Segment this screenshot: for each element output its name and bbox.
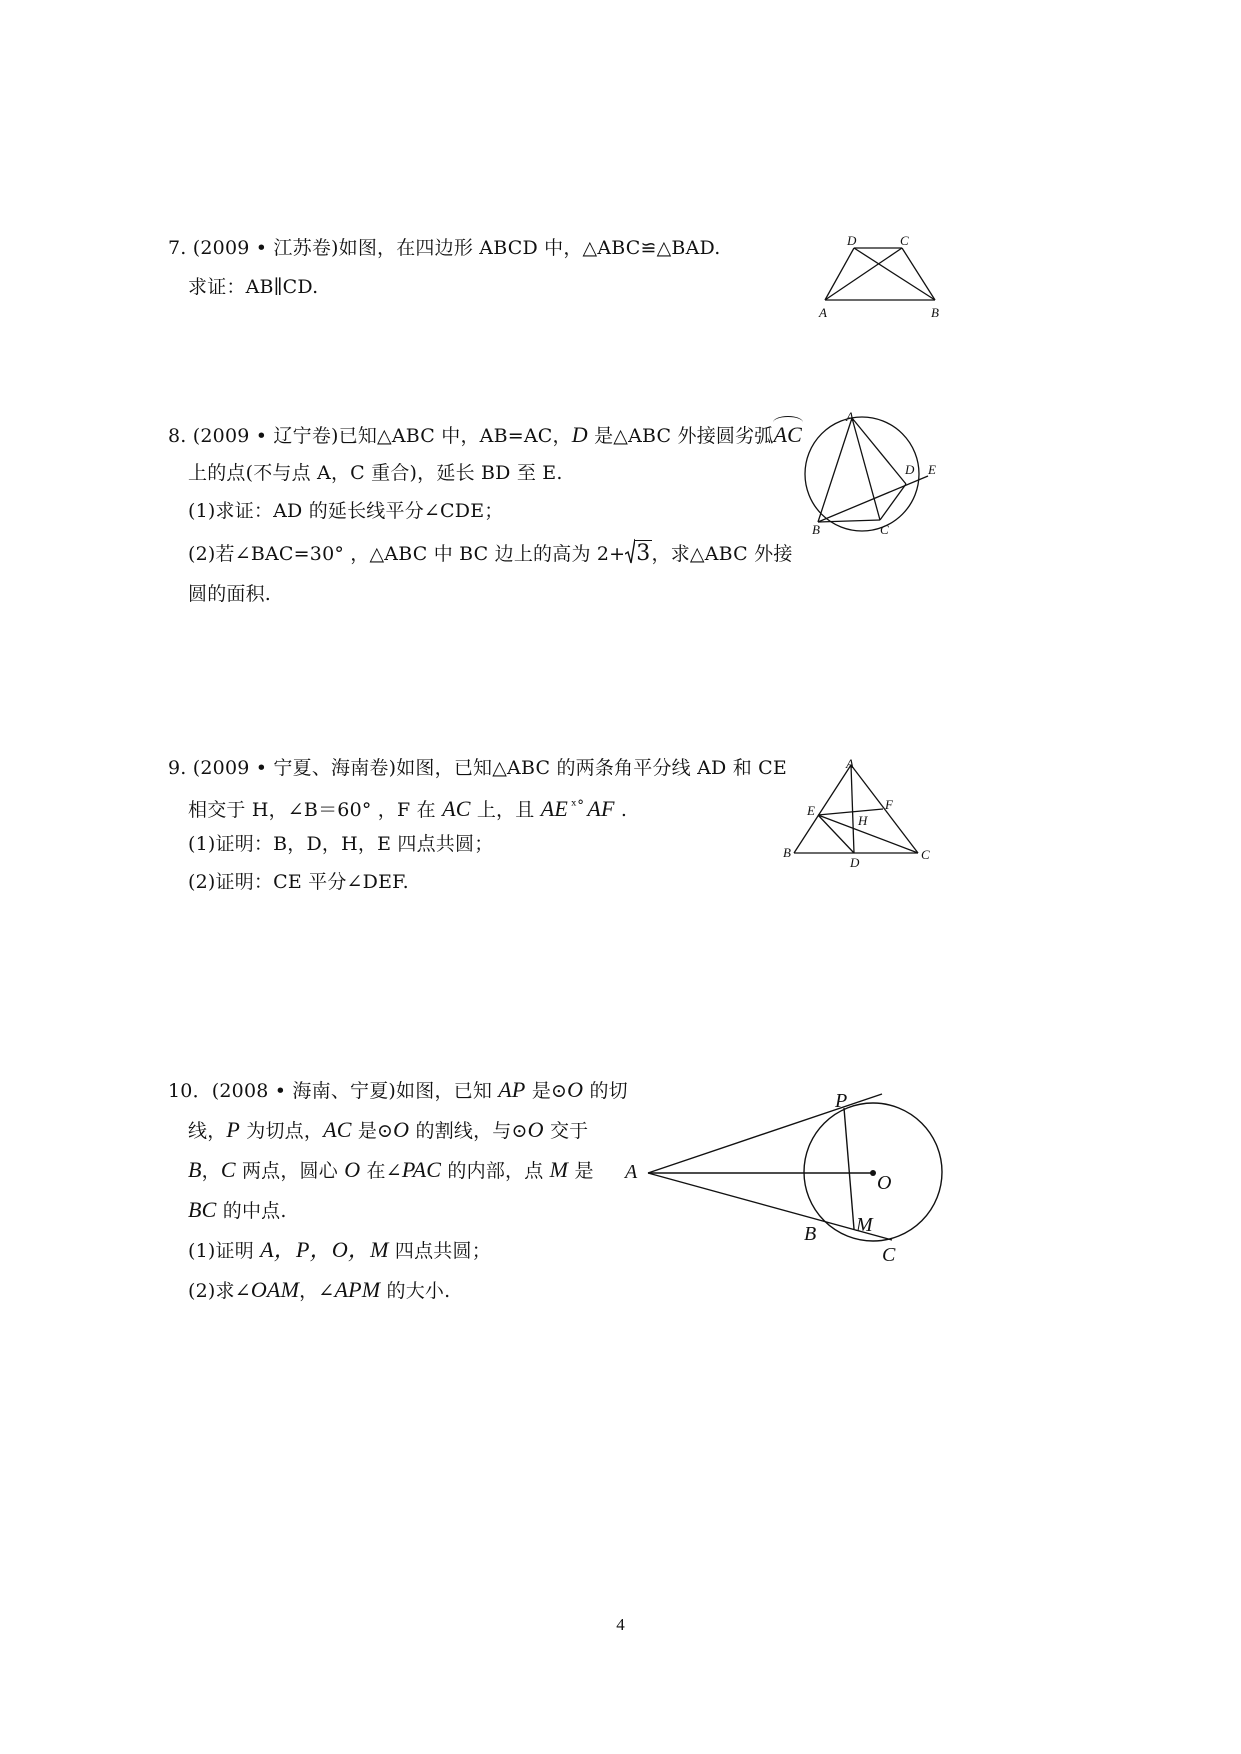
- var-apm: APM: [334, 1277, 381, 1302]
- text: 四点共圆；: [388, 1240, 491, 1262]
- var-p: P: [226, 1117, 241, 1142]
- var-oam: OAM: [250, 1277, 300, 1302]
- problem-10-line-4: [188, 1198, 287, 1223]
- figure-problem-9: [780, 755, 940, 870]
- text: 是⊙: [525, 1080, 568, 1102]
- problem-10-line-1: [168, 1078, 628, 1103]
- text: (2)求∠: [188, 1280, 251, 1302]
- label-b: B: [812, 522, 820, 537]
- label-a: A: [625, 1161, 638, 1183]
- label-o: O: [877, 1172, 892, 1194]
- label-c: C: [882, 1244, 896, 1266]
- figure-problem-10: [620, 1085, 950, 1265]
- var-o: O: [527, 1117, 544, 1142]
- text: 8. (2009 • 辽宁卷)已知△ABC 中，AB=AC，: [168, 425, 572, 447]
- var-o: O: [344, 1157, 361, 1182]
- var-af: AF: [587, 796, 615, 821]
- label-d: D: [847, 233, 857, 248]
- label-m: M: [856, 1214, 873, 1236]
- var-ac: AC: [323, 1117, 352, 1142]
- text: 是: [568, 1160, 594, 1182]
- text: ，∠: [299, 1280, 335, 1302]
- label-b: B: [783, 845, 791, 860]
- text: 交于: [543, 1120, 589, 1142]
- var-ap: AP: [498, 1077, 526, 1102]
- var-m: M: [549, 1157, 569, 1182]
- text: 的内部，点: [441, 1160, 550, 1182]
- var-bc: BC: [188, 1197, 217, 1222]
- problem-10-line-5: [188, 1238, 491, 1263]
- text: .: [614, 799, 628, 821]
- var-ae: AE: [540, 796, 568, 821]
- text: 的割线，与⊙: [409, 1120, 528, 1142]
- label-h: H: [858, 813, 868, 828]
- problem-9-line-3: (1)证明：B，D，H，E 四点共圆；: [188, 833, 494, 855]
- label-a: A: [846, 756, 854, 771]
- problem-10-line-2: [188, 1118, 588, 1143]
- label-e: E: [807, 803, 815, 818]
- text: 线，: [188, 1120, 227, 1142]
- text: (1)证明: [188, 1240, 261, 1262]
- label-d: D: [905, 462, 915, 477]
- label-p: P: [835, 1090, 848, 1112]
- problem-10-line-3: [188, 1158, 594, 1183]
- text: 是△ABC 外接圆劣弧: [587, 425, 774, 447]
- text: 是⊙: [351, 1120, 394, 1142]
- figure-problem-7: [810, 230, 950, 325]
- label-c: C: [921, 847, 930, 862]
- radicand: 3: [636, 541, 651, 566]
- label-a: A: [819, 305, 827, 320]
- var-o: O: [567, 1077, 584, 1102]
- relation-symbol: ˣ°: [570, 798, 585, 814]
- var-b: B: [188, 1157, 202, 1182]
- text: 10．(2008 • 海南、宁夏)如图，已知: [168, 1080, 499, 1102]
- page-number: 4: [616, 1615, 625, 1634]
- problem-7-line-2: 求证：AB∥CD.: [188, 276, 319, 298]
- text: 的中点.: [216, 1200, 287, 1222]
- var-c: C: [220, 1157, 236, 1182]
- figure-problem-8: [790, 410, 950, 540]
- text: 上，且: [470, 799, 541, 821]
- problem-8-line-3: (1)求证：AD 的延长线平分∠CDE；: [188, 500, 504, 522]
- problem-8-line-1: [168, 423, 802, 448]
- label-c: C: [900, 233, 909, 248]
- label-f: F: [885, 797, 893, 812]
- text: ，: [201, 1160, 221, 1182]
- text: 的切: [583, 1080, 628, 1102]
- label-c: C: [880, 522, 889, 537]
- problem-8-line-5: 圆的面积.: [188, 583, 272, 605]
- arc-ac: AC: [773, 422, 803, 447]
- problem-9-line-2: [188, 794, 627, 822]
- text: (2)若∠BAC=30° ，△ABC 中 BC 边上的高为 2+: [188, 543, 626, 565]
- var-pac: PAC: [401, 1157, 442, 1182]
- var-ac: AC: [442, 796, 471, 821]
- label-b: B: [931, 305, 939, 320]
- text: ，求△ABC 外接: [651, 543, 793, 565]
- problem-10-line-6: [188, 1278, 450, 1303]
- text: 为切点，: [240, 1120, 324, 1142]
- problem-7-line-1: 7. (2009 • 江苏卷)如图，在四边形 ABCD 中，△ABC≌△BAD.: [168, 237, 721, 259]
- label-a: A: [846, 409, 854, 424]
- label-e: E: [928, 462, 936, 477]
- problem-8-line-4: [188, 542, 793, 566]
- problem-9-line-4: (2)证明：CE 平分∠DEF.: [188, 871, 409, 893]
- text: 在∠: [360, 1160, 402, 1182]
- problem-8-line-2: 上的点(不与点 A，C 重合)，延长 BD 至 E.: [188, 462, 563, 484]
- problem-9-line-1: 9. (2009 • 宁夏、海南卷)如图，已知△ABC 的两条角平分线 AD 和 CE: [168, 757, 787, 779]
- var-o: O: [393, 1117, 410, 1142]
- text: 两点，圆心: [235, 1160, 345, 1182]
- label-d: D: [850, 855, 860, 870]
- text: 的大小.: [380, 1280, 451, 1302]
- var-list: A，P，O，M: [260, 1237, 389, 1262]
- text: 相交于 H，∠B＝60° ，F 在: [188, 799, 443, 821]
- label-b: B: [804, 1223, 817, 1245]
- var-d: D: [571, 422, 588, 447]
- sqrt-three: [625, 542, 651, 566]
